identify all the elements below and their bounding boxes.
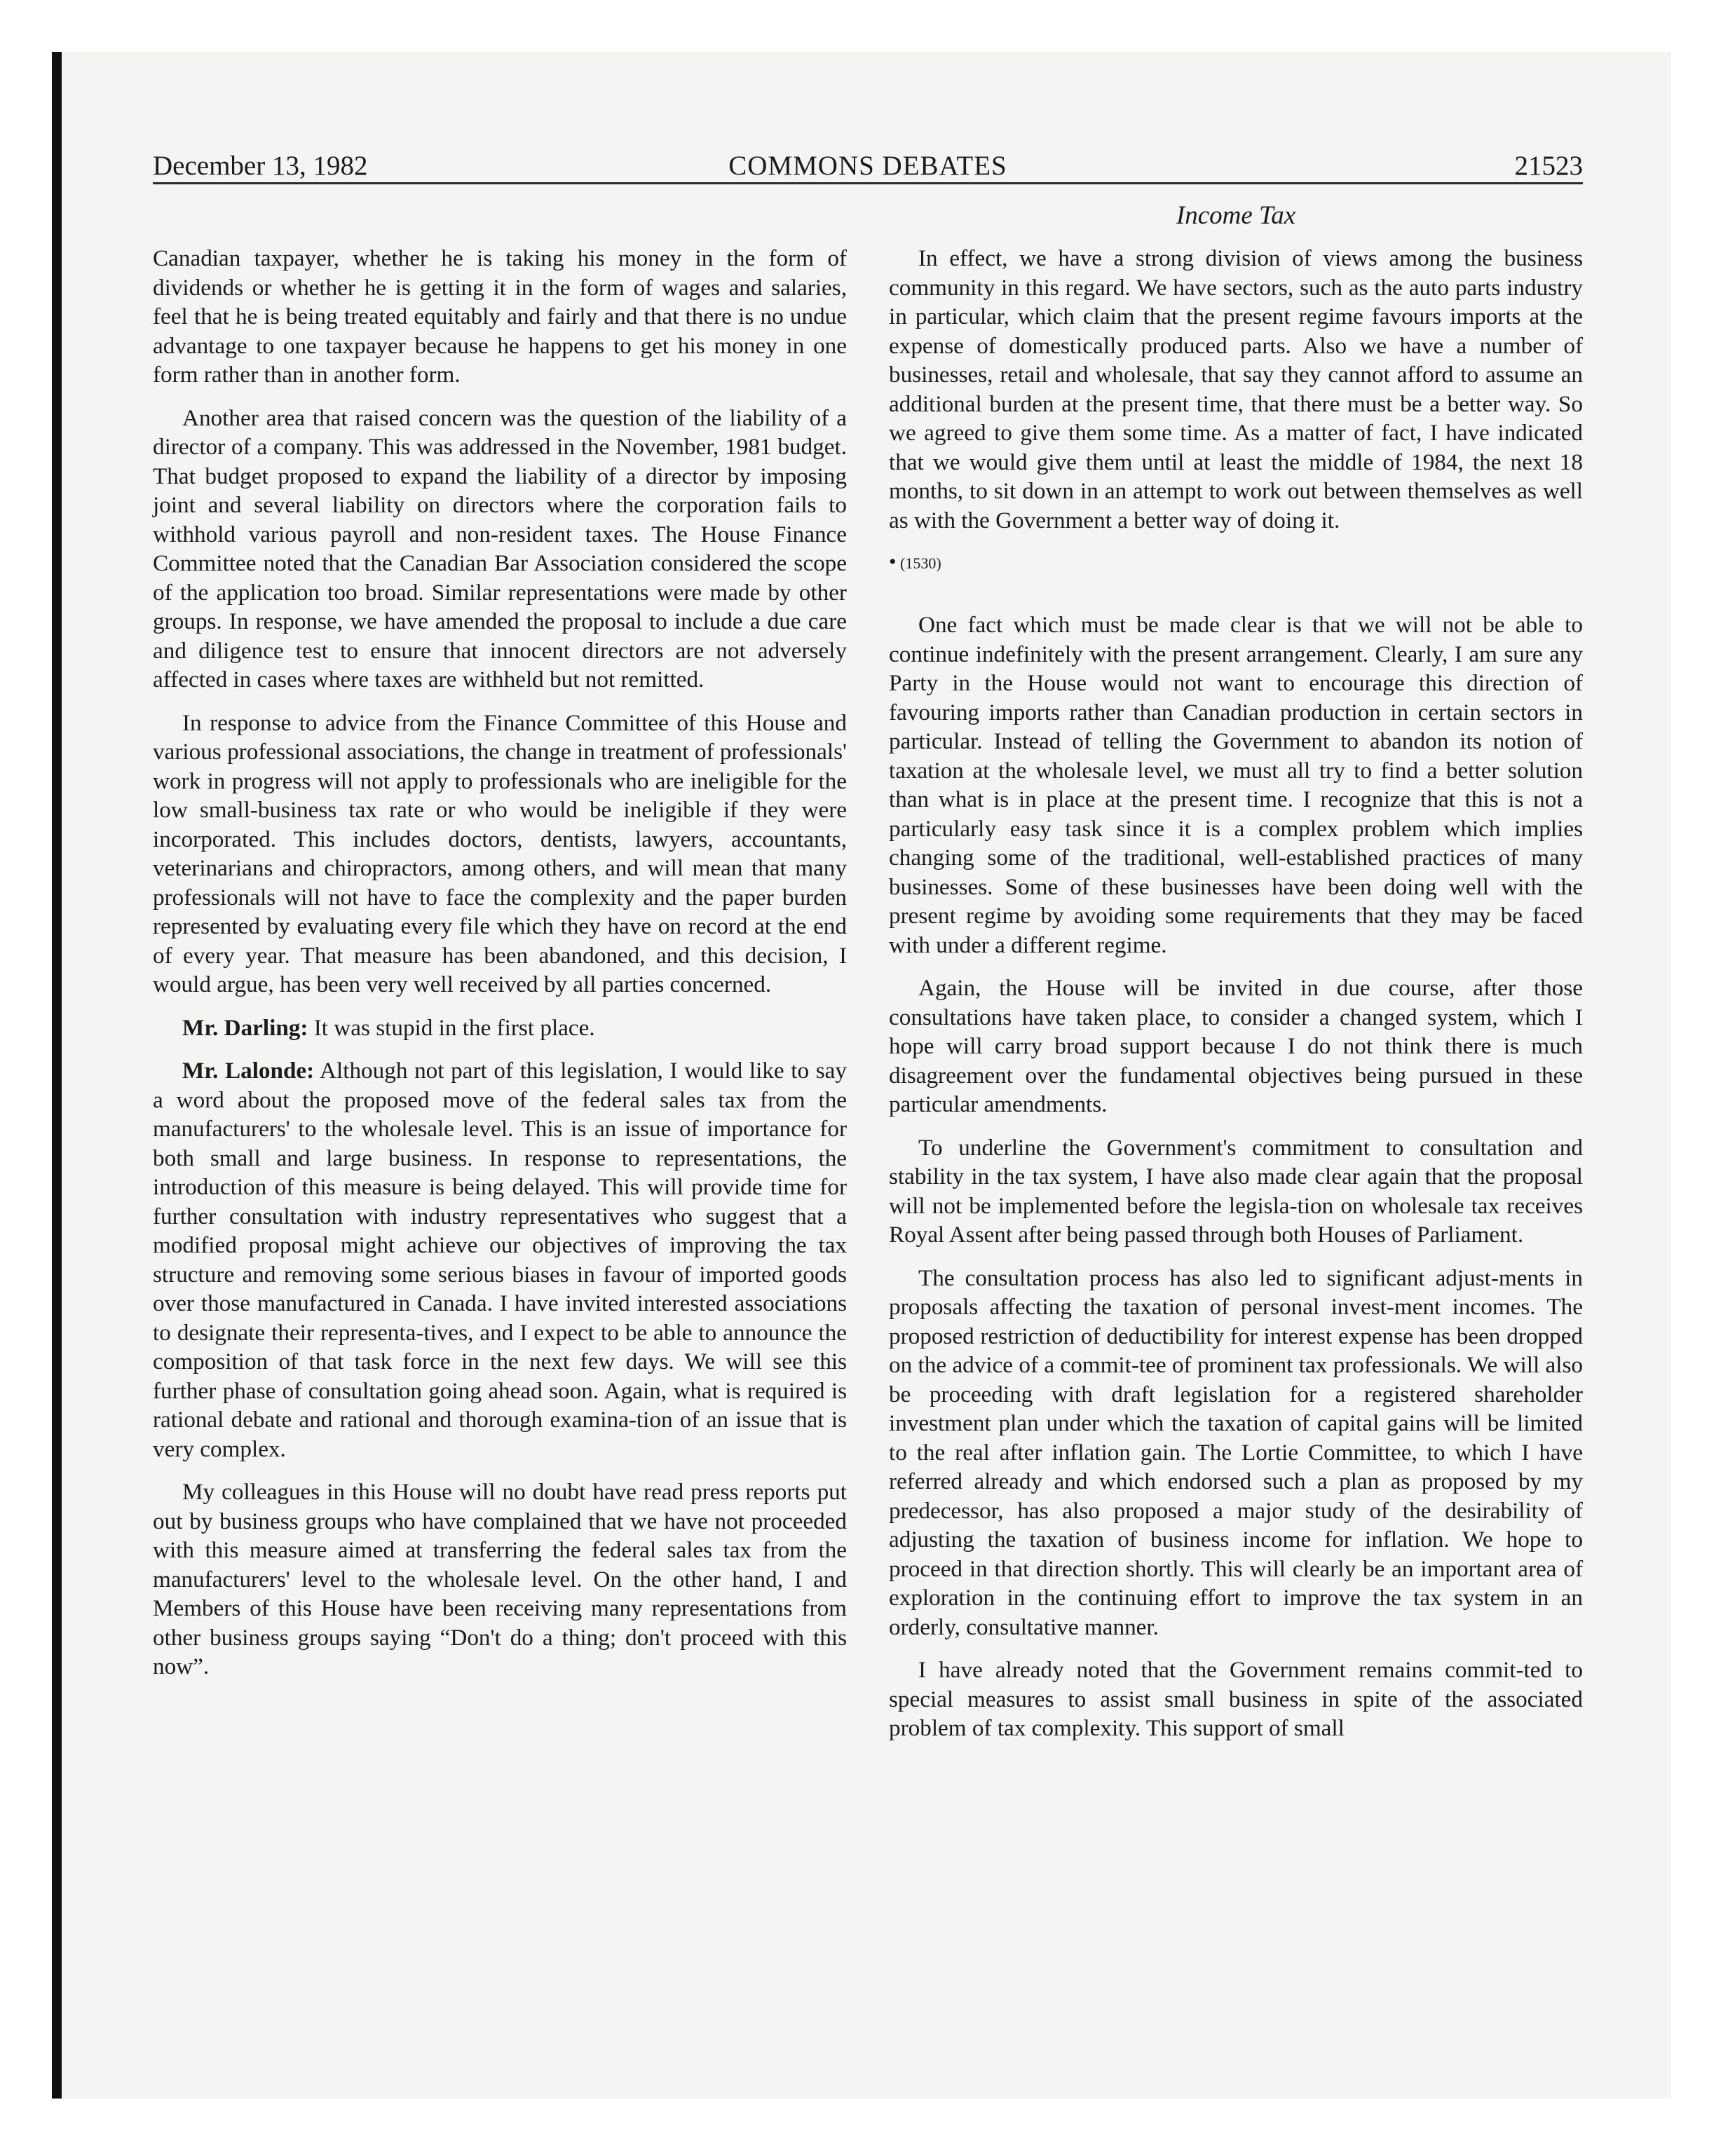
bullet-icon: • bbox=[889, 550, 897, 573]
scan-binding-edge bbox=[52, 52, 62, 2099]
header-page-number: 21523 bbox=[1514, 151, 1583, 181]
speech-paragraph bbox=[153, 1014, 847, 1043]
header-title: COMMONS DEBATES bbox=[728, 151, 1007, 181]
paragraph: In response to advice from the Finance Committee of this House and various professional associations, the change in treatment of professionals' work in progress will not apply to professionals who are ineligible for the low small-business tax rate or who would be ineligible if they were incorporated. This includes doctors, dentists, lawyers, accountants, veterinarians and chiropractors, among others, and will mean that many professionals will not have to face the complexity and the paper burden represented by evaluating every file which they have on record at the end of every year. That measure has been abandoned, and this decision, I would argue, has been very well received by all parties concerned. bbox=[153, 709, 847, 997]
time-marker bbox=[889, 552, 1583, 574]
paragraph: The consultation process has also led to significant adjust-ments in proposals affecting the taxation of personal invest-ment incomes. The proposed restriction of deductibility for interest expense has been dropped on the advice of a commit-tee of prominent tax professionals. We will also be proceeding with draft legislation for a registered shareholder investment plan under which the taxation of capital gains will be limited to the real after inflation gain. The Lortie Committee, to which I have referred already and which endorsed such a plan as proposed by my predecessor, has also proposed a major study of the desirability of adjusting the taxation of business income for inflation. We hope to proceed in that direction shortly. This will clearly be an important area of exploration in the continuing effort to improve the tax system in an orderly, consultative manner. bbox=[889, 1264, 1583, 1640]
speech-paragraph bbox=[153, 1056, 847, 1464]
right-column bbox=[889, 244, 1583, 1757]
paragraph: One fact which must be made clear is that we will not be able to continue indefinitely with the present arrangement. Clearly, I am sure any Party in the House would not want to encourage this direction of favouring imports rather than Canadian production in certain sectors in particular. Instead of telling the Government to abandon its notion of taxation at the wholesale level, we must all try to find a better solution than what is in place at the present time. I recognize that this is not a particularly easy task since it is a complex problem which implies changing some of the traditional, well-established practices of many businesses. Some of these businesses have been doing well with the present regime by avoiding some requirements that they may be faced with under a different regime. bbox=[889, 612, 1583, 958]
left-column bbox=[153, 244, 847, 1696]
paragraph: Canadian taxpayer, whether he is taking his money in the form of dividends or whether he is getting it in the form of wages and salaries, feel that he is being treated equitably and fairly and that there is no undue advantage to one taxpayer because he happens to get his money in one form rather than in another form. bbox=[153, 245, 847, 388]
paragraph: I have already noted that the Government remains commit-ted to special measures to assist small business in spite of the associated problem of tax complexity. This support of small bbox=[889, 1657, 1583, 1741]
speaker-name: Mr. Lalonde: bbox=[182, 1058, 315, 1084]
speech-text: It was stupid in the first place. bbox=[308, 1014, 595, 1041]
speaker-name: Mr. Darling: bbox=[182, 1014, 308, 1041]
speech-text: Although not part of this legislation, I would like to say a word about the proposed move of the federal sales tax from the manufacturers' to the wholesale level. This is an issue of importance for both small and large business. In response to representations, the introduction of this measure is being delayed. This will provide time for further consultation with industry representatives who suggest that a modified proposal might achieve our objectives of improving the tax structure and removing some serious biases in favour of imported goods over those manufactured in Canada. I have invited interested associations to designate their representa-tives, and I expect to be able to announce the composition of that task force in the next few days. We will see this further phase of consultation going ahead soon. Again, what is required is rational debate and rational and thorough examina-tion of an issue that is very complex. bbox=[153, 1058, 847, 1462]
time-marker-text: (1530) bbox=[900, 554, 941, 572]
paragraph: Another area that raised concern was the question of the liability of a director of a company. This was addressed in the November, 1981 budget. That budget proposed to expand the liability of a director by imposing joint and several liability on directors where the corporation fails to withhold various payroll and non-resident taxes. The House Finance Committee noted that the Canadian Bar Association considered the scope of the application too broad. Similar representations were made by other groups. In response, we have amended the proposal to include a due care and diligence test to ensure that innocent directors are not adversely affected in cases where taxes are withheld but not remitted. bbox=[153, 404, 847, 692]
running-subject: Income Tax bbox=[1176, 201, 1296, 230]
header-date: December 13, 1982 bbox=[153, 151, 368, 181]
paragraph: To underline the Government's commitment to consultation and stability in the tax system, I have also made clear again that the proposal will not be implemented before the legisla-tion on wholesale tax receives Royal Assent after being passed through both Houses of Parliament. bbox=[889, 1134, 1583, 1248]
page-header bbox=[153, 147, 1583, 184]
paragraph: Again, the House will be invited in due course, after those consultations have taken place, to consider a changed system, which I hope will carry broad support because I do not think there is much disagreement over the fundamental objectives being pursued in these particular amendments. bbox=[889, 975, 1583, 1117]
paragraph: My colleagues in this House will no doubt have read press reports put out by business groups who have complained that we have not proceeded with this measure aimed at transferring the federal sales tax from the manufacturers' level to the wholesale level. On the other hand, I and Members of this House have been receiving many representations from other business groups saying “Don't do a thing; don't proceed with this now”. bbox=[153, 1479, 847, 1679]
paragraph: In effect, we have a strong division of views among the business community in this regard. We have sectors, such as the auto parts industry in particular, which claim that the present regime favours imports at the expense of domestically produced parts. Also we have a number of businesses, retail and wholesale, that say they cannot afford to assume an additional burden at the present time, that there must be a better way. So we agreed to give them some time. As a matter of fact, I have indicated that we would give them until at least the middle of 1984, the next 18 months, to sit down in an attempt to work out between themselves as well as with the Government a better way of doing it. bbox=[889, 245, 1583, 533]
